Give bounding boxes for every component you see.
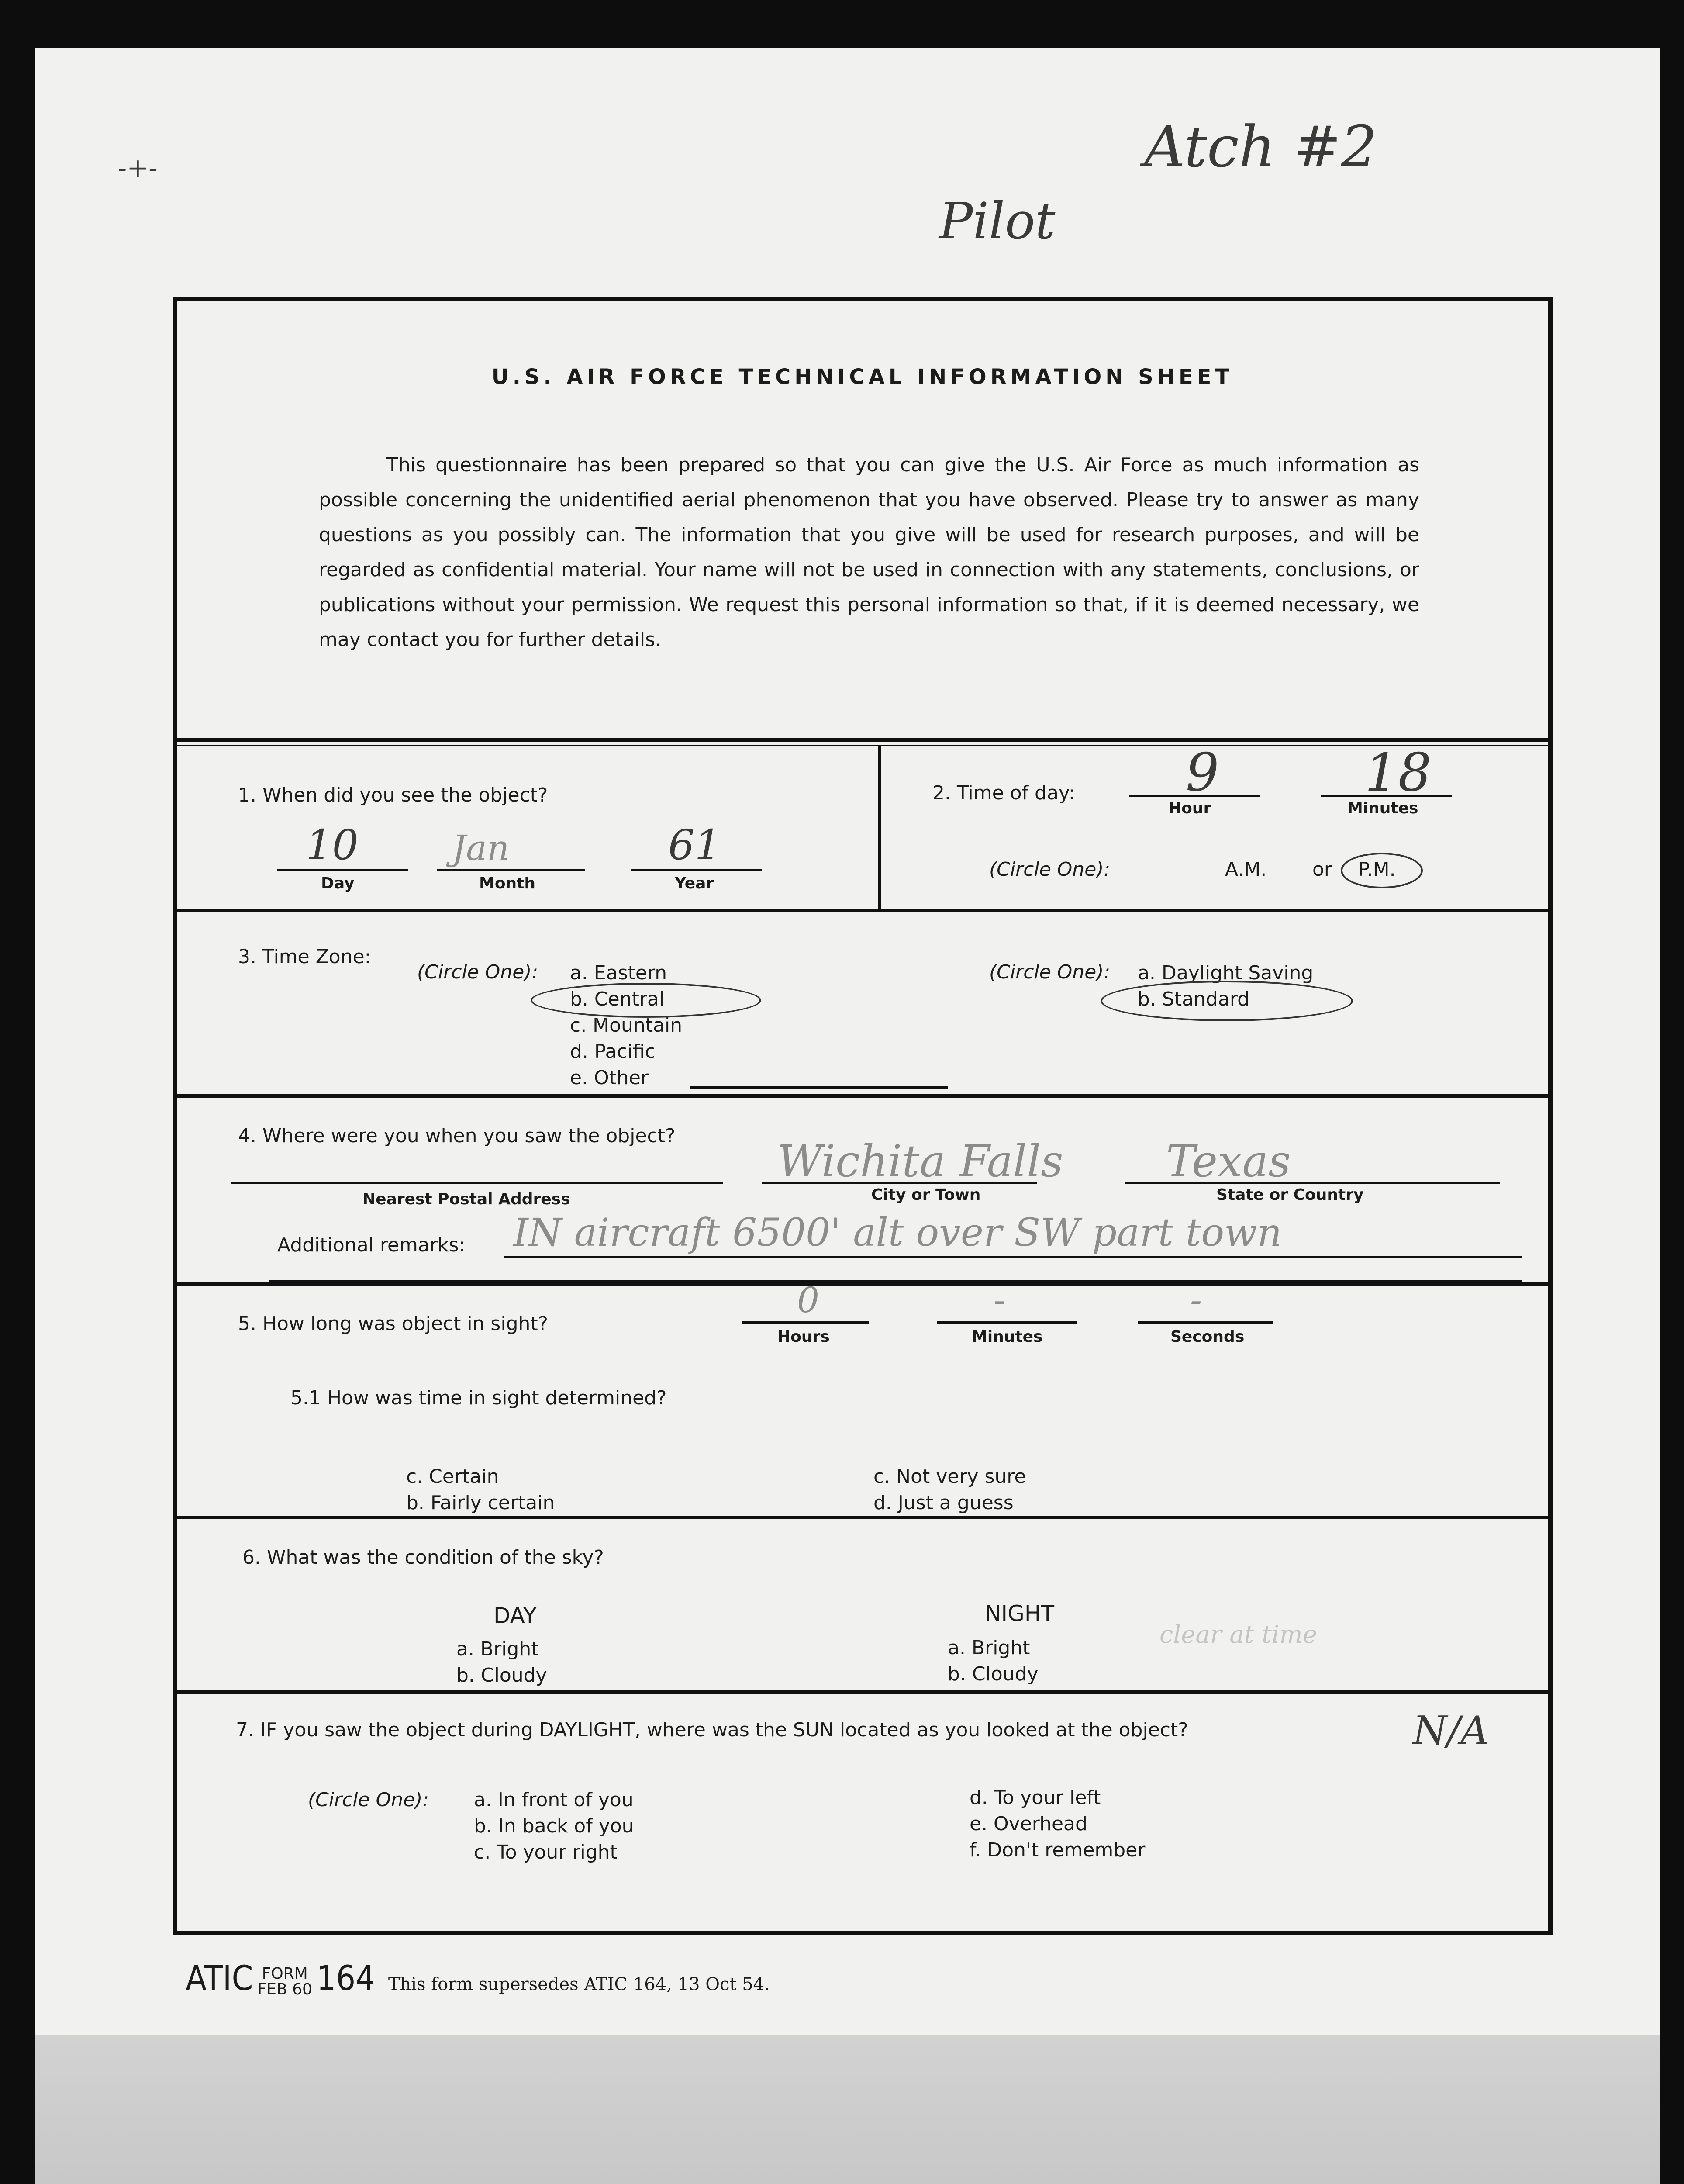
form-title: U.S. AIR FORCE TECHNICAL INFORMATION SHEET bbox=[491, 365, 1234, 389]
q5-option-not-very-sure: c. Not very sure bbox=[873, 1465, 1026, 1488]
q6-night-label: NIGHT bbox=[985, 1601, 1055, 1626]
q2-am: A.M. bbox=[1225, 858, 1267, 881]
q1-month-line bbox=[437, 869, 585, 871]
q1-year-value: 61 bbox=[668, 821, 721, 869]
divider-q6 bbox=[177, 1690, 1548, 1694]
q5-option-just-a-guess: d. Just a guess bbox=[873, 1492, 1014, 1514]
q2-hour-value: 9 bbox=[1186, 743, 1219, 803]
q7-answer: N/A bbox=[1413, 1708, 1489, 1754]
q2-hour-line bbox=[1129, 795, 1260, 797]
q4-address-line bbox=[231, 1182, 723, 1184]
q2-pm-circle bbox=[1341, 853, 1423, 888]
q5-option-fairly-certain: b. Fairly certain bbox=[406, 1492, 555, 1514]
q6-night-cloudy: b. Cloudy bbox=[948, 1663, 1039, 1685]
q3-central-circle bbox=[531, 983, 761, 1018]
divider-q4 bbox=[177, 1282, 1548, 1286]
q4-remarks-line bbox=[504, 1256, 1522, 1258]
q3-circle-one: (Circle One): bbox=[417, 961, 538, 983]
q5-minutes-label: Minutes bbox=[972, 1328, 1043, 1346]
q5-minutes-line bbox=[937, 1321, 1077, 1324]
q4-remarks-value: IN aircraft 6500' alt over SW part town bbox=[513, 1210, 1282, 1255]
q4-question: 4. Where were you when you saw the object? bbox=[238, 1125, 676, 1147]
q7-circle-one: (Circle One): bbox=[308, 1789, 429, 1811]
footer-number: 164 bbox=[316, 1959, 375, 1998]
q5-hours-value: 0 bbox=[797, 1280, 819, 1320]
q4-remarks-label: Additional remarks: bbox=[277, 1234, 466, 1256]
q7-option-right: c. To your right bbox=[474, 1841, 618, 1863]
q2-hour-label: Hour bbox=[1168, 799, 1211, 817]
q3-circle-one-2: (Circle One): bbox=[989, 961, 1111, 983]
q2-question: 2. Time of day: bbox=[932, 782, 1075, 804]
q3-zone-central: b. Central bbox=[570, 988, 665, 1010]
witness-role-note: Pilot bbox=[939, 192, 1056, 251]
q7-option-overhead: e. Overhead bbox=[970, 1813, 1087, 1835]
q1-year-label: Year bbox=[675, 874, 714, 892]
intro-paragraph: This questionnaire has been prepared so that you can give the U.S. Air Force as much information as possible concerning the unidentified aerial phenomenon that you have observed. Please try to answer as many questions as you possibly can. The information that you give will be used for research purposes, and will be regarded as confidential material. Your name will not be used in connection with any statements, conclusions, or publications without your permission. We request this personal information so that, if it is deemed necessary, we may contact you for further details. bbox=[319, 454, 1419, 651]
q1-question: 1. When did you see the object? bbox=[238, 784, 548, 806]
q5-option-certain: c. Certain bbox=[406, 1465, 499, 1488]
q2-pm: P.M. bbox=[1358, 858, 1396, 881]
divider-q5 bbox=[177, 1516, 1548, 1519]
form-footer bbox=[186, 1959, 770, 1998]
q4-state-label: State or Country bbox=[1216, 1186, 1364, 1204]
q1-day-label: Day bbox=[321, 874, 355, 892]
q7-option-front: a. In front of you bbox=[474, 1789, 634, 1811]
q7-option-dont-remember: f. Don't remember bbox=[970, 1839, 1146, 1861]
q3-zone-eastern: a. Eastern bbox=[570, 962, 667, 984]
divider-header-2 bbox=[177, 745, 1548, 746]
q1-month-label: Month bbox=[479, 874, 536, 892]
q4-state-value: Texas bbox=[1166, 1136, 1291, 1187]
q2-minutes-label: Minutes bbox=[1347, 799, 1418, 817]
q4-city-label: City or Town bbox=[871, 1186, 981, 1204]
q1-day-line bbox=[277, 869, 408, 871]
q2-minutes-value: 18 bbox=[1365, 743, 1432, 803]
divider-header bbox=[177, 738, 1548, 742]
q4-nearest-label: Nearest Postal Address bbox=[362, 1190, 570, 1208]
divider-q2 bbox=[177, 909, 1548, 912]
q4-state-line bbox=[1125, 1182, 1500, 1184]
q6-day-label: DAY bbox=[493, 1603, 537, 1628]
q3-question: 3. Time Zone: bbox=[238, 946, 371, 968]
divider-q1-q2 bbox=[878, 745, 881, 909]
q4-city-value: Wichita Falls bbox=[777, 1136, 1063, 1187]
q7-question: 7. IF you saw the object during DAYLIGHT, where was the SUN located as you looked at the object? bbox=[236, 1719, 1188, 1741]
q5-question: 5. How long was object in sight? bbox=[238, 1313, 548, 1335]
lower-background bbox=[35, 2035, 1660, 2184]
footer-form-date bbox=[257, 1966, 312, 1997]
q7-option-back: b. In back of you bbox=[474, 1815, 634, 1837]
footer-form-label: FORM bbox=[262, 1965, 308, 1983]
attachment-note: Atch #2 bbox=[1144, 114, 1377, 180]
q2-or: or bbox=[1312, 858, 1332, 881]
q3-zone-mountain: c. Mountain bbox=[570, 1014, 683, 1037]
q3-standard: b. Standard bbox=[1138, 988, 1250, 1010]
q5-hours-line bbox=[742, 1321, 869, 1324]
q5-hours-label: Hours bbox=[777, 1328, 830, 1346]
q3-other-line bbox=[690, 1086, 948, 1089]
q3-zone-pacific: d. Pacific bbox=[570, 1040, 656, 1063]
q3-standard-circle bbox=[1101, 981, 1353, 1021]
footer-atic: ATIC bbox=[186, 1959, 253, 1998]
q5-sub-question: 5.1 How was time in sight determined? bbox=[290, 1387, 667, 1409]
q5-seconds-line bbox=[1138, 1321, 1273, 1324]
q6-night-note: clear at time bbox=[1159, 1621, 1317, 1649]
q6-day-cloudy: b. Cloudy bbox=[456, 1664, 547, 1686]
q5-seconds-value: - bbox=[1190, 1280, 1202, 1320]
divider-q3 bbox=[177, 1094, 1548, 1098]
form-page bbox=[35, 48, 1660, 2035]
footer-note: This form supersedes ATIC 164, 13 Oct 54. bbox=[388, 1974, 770, 1994]
q6-day-bright: a. Bright bbox=[456, 1638, 539, 1660]
q2-circle-one: (Circle One): bbox=[989, 858, 1111, 881]
q1-year-line bbox=[631, 869, 762, 871]
q2-minutes-line bbox=[1321, 795, 1452, 797]
q3-zone-other: e. Other bbox=[570, 1067, 649, 1089]
margin-mark: -+- bbox=[118, 153, 158, 183]
q6-night-bright: a. Bright bbox=[948, 1637, 1030, 1659]
q3-daylight-saving: a. Daylight Saving bbox=[1138, 962, 1314, 984]
form-frame bbox=[173, 297, 1553, 1935]
q1-month-value: Jan bbox=[452, 828, 510, 868]
q6-question: 6. What was the condition of the sky? bbox=[242, 1546, 604, 1569]
q1-day-value: 10 bbox=[306, 821, 359, 869]
q5-minutes-value: - bbox=[994, 1280, 1006, 1320]
q5-seconds-label: Seconds bbox=[1170, 1328, 1245, 1346]
footer-date: FEB 60 bbox=[257, 1980, 312, 1998]
q4-city-line bbox=[762, 1182, 1037, 1184]
q7-option-left: d. To your left bbox=[970, 1787, 1101, 1809]
